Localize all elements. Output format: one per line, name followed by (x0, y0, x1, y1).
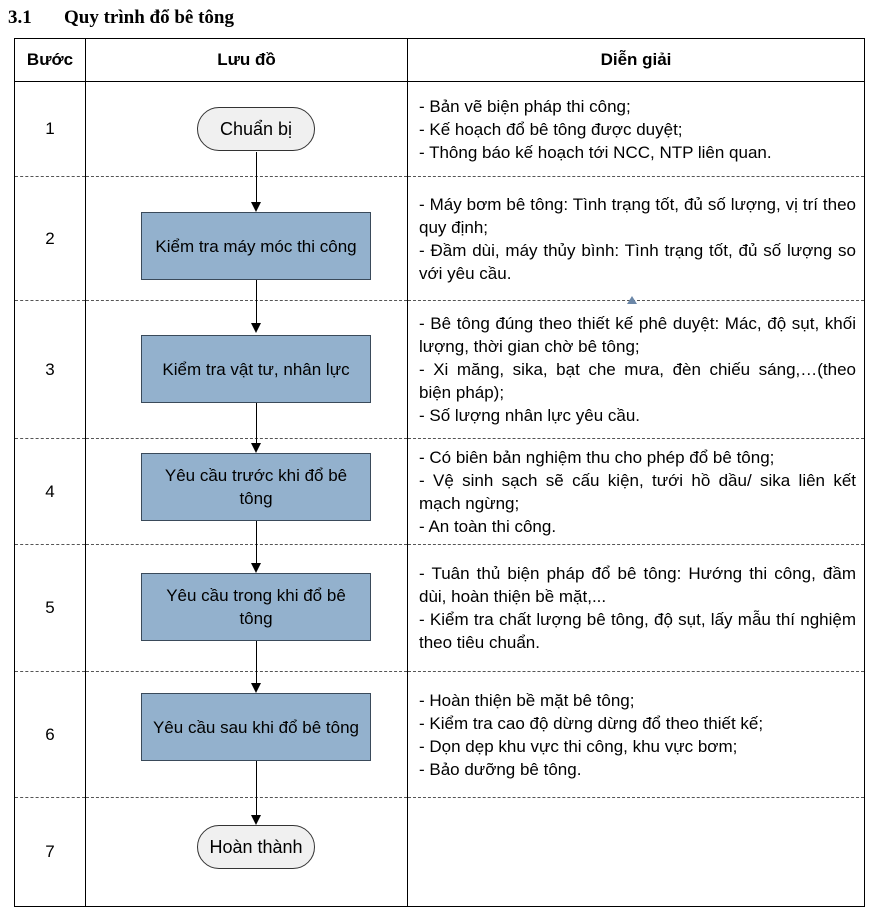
flow-cell (86, 82, 408, 177)
connector-line (256, 798, 257, 815)
description-cell (408, 439, 865, 545)
description-line: - Hoàn thiện bề mặt bê tông; (419, 690, 635, 710)
description-line: - Có biên bản nghiệm thu cho phép đổ bê tông; (419, 447, 775, 467)
step-number: 1 (15, 82, 86, 177)
table-row (15, 177, 865, 301)
description-line: - Đầm dùi, máy thủy bình: Tình trạng tốt, đủ số lượng so với yêu cầu. (419, 240, 856, 283)
flow-cell (86, 798, 408, 907)
description-line: - An toàn thi công. (419, 516, 557, 536)
description-line: - Thông báo kế hoạch tới NCC, NTP liên quan. (419, 142, 772, 162)
description-line: - Xi măng, sika, bạt che mưa, đèn chiếu sáng,…(theo biện pháp); (419, 360, 856, 402)
step-number: 7 (15, 798, 86, 907)
connector-line (256, 152, 257, 178)
arrow-down-icon (251, 443, 261, 453)
section-title: Quy trình đổ bê tông (64, 7, 234, 28)
connector-line (256, 403, 257, 440)
description-line: - Kiểm tra cao độ dừng dừng đổ theo thiết kế; (419, 713, 764, 733)
header-flow: Lưu đồ (86, 39, 408, 82)
description-line: - Kế hoạch đổ bê tông được duyệt; (419, 119, 683, 139)
process-box: Yêu cầu trước khi đổ bê tông (141, 453, 371, 521)
header-desc: Diễn giải (408, 39, 865, 82)
flow-cell (86, 301, 408, 439)
connector-line (256, 641, 257, 673)
section-number: 3.1 (8, 7, 32, 28)
description-line: - Bản vẽ biện pháp thi công; (419, 96, 631, 116)
process-box: Yêu cầu trong khi đổ bê tông (141, 573, 371, 641)
start-terminal: Chuẩn bị (197, 107, 315, 151)
connector-line (256, 280, 257, 302)
arrow-down-icon (251, 563, 261, 573)
description-cell (408, 672, 865, 798)
table-row (15, 439, 865, 545)
description-cell (408, 545, 865, 672)
step-number: 3 (15, 301, 86, 439)
description-line: - Số lượng nhân lực yêu cầu. (419, 406, 641, 425)
triangle-marker-icon (627, 296, 637, 304)
arrow-down-icon (251, 202, 261, 212)
process-table (14, 38, 865, 907)
description-line: - Bảo dưỡng bê tông. (419, 759, 582, 779)
table-row (15, 672, 865, 798)
description-line: - Bê tông đúng theo thiết kế phê duyệt: Mác, độ sụt, khối lượng, thời gian chờ bê tông; (419, 314, 856, 356)
arrow-down-icon (251, 815, 261, 825)
connector-line (256, 177, 257, 203)
connector-line (256, 521, 257, 546)
step-number: 4 (15, 439, 86, 545)
description-line: - Vệ sinh sạch sẽ cấu kiện, tưới hồ dầu/ sika liên kết mạch ngừng; (419, 470, 856, 513)
step-number: 2 (15, 177, 86, 301)
description-cell (408, 82, 865, 177)
description-cell (408, 177, 865, 301)
description-line: - Dọn dẹp khu vực thi công, khu vực bơm; (419, 736, 738, 756)
flow-cell (86, 545, 408, 672)
description-cell (408, 301, 865, 439)
description-cell (408, 798, 865, 907)
end-terminal: Hoàn thành (197, 825, 315, 869)
connector-line (256, 545, 257, 563)
connector-line (256, 672, 257, 683)
table-row (15, 301, 865, 439)
flow-cell (86, 672, 408, 798)
arrow-down-icon (251, 683, 261, 693)
description-line: - Kiểm tra chất lượng bê tông, độ sụt, lấy mẫu thí nghiệm theo tiêu chuẩn. (419, 610, 856, 652)
header-step: Bước (15, 39, 86, 82)
table-row (15, 798, 865, 907)
description-line: - Máy bơm bê tông: Tình trạng tốt, đủ số lượng, vị trí theo quy định; (419, 194, 856, 237)
table-row (15, 82, 865, 177)
flow-cell (86, 439, 408, 545)
connector-line (256, 761, 257, 799)
header-row (15, 39, 865, 82)
step-number: 5 (15, 545, 86, 672)
section-heading (8, 5, 234, 31)
table-row (15, 545, 865, 672)
process-box: Kiểm tra vật tư, nhân lực (141, 335, 371, 403)
flow-cell (86, 177, 408, 301)
description-line: - Tuân thủ biện pháp đổ bê tông: Hướng thi công, đầm dùi, hoàn thiện bề mặt,... (419, 564, 856, 606)
process-box: Kiểm tra máy móc thi công (141, 212, 371, 280)
step-number: 6 (15, 672, 86, 798)
arrow-down-icon (251, 323, 261, 333)
connector-line (256, 301, 257, 323)
process-box: Yêu cầu sau khi đổ bê tông (141, 693, 371, 761)
